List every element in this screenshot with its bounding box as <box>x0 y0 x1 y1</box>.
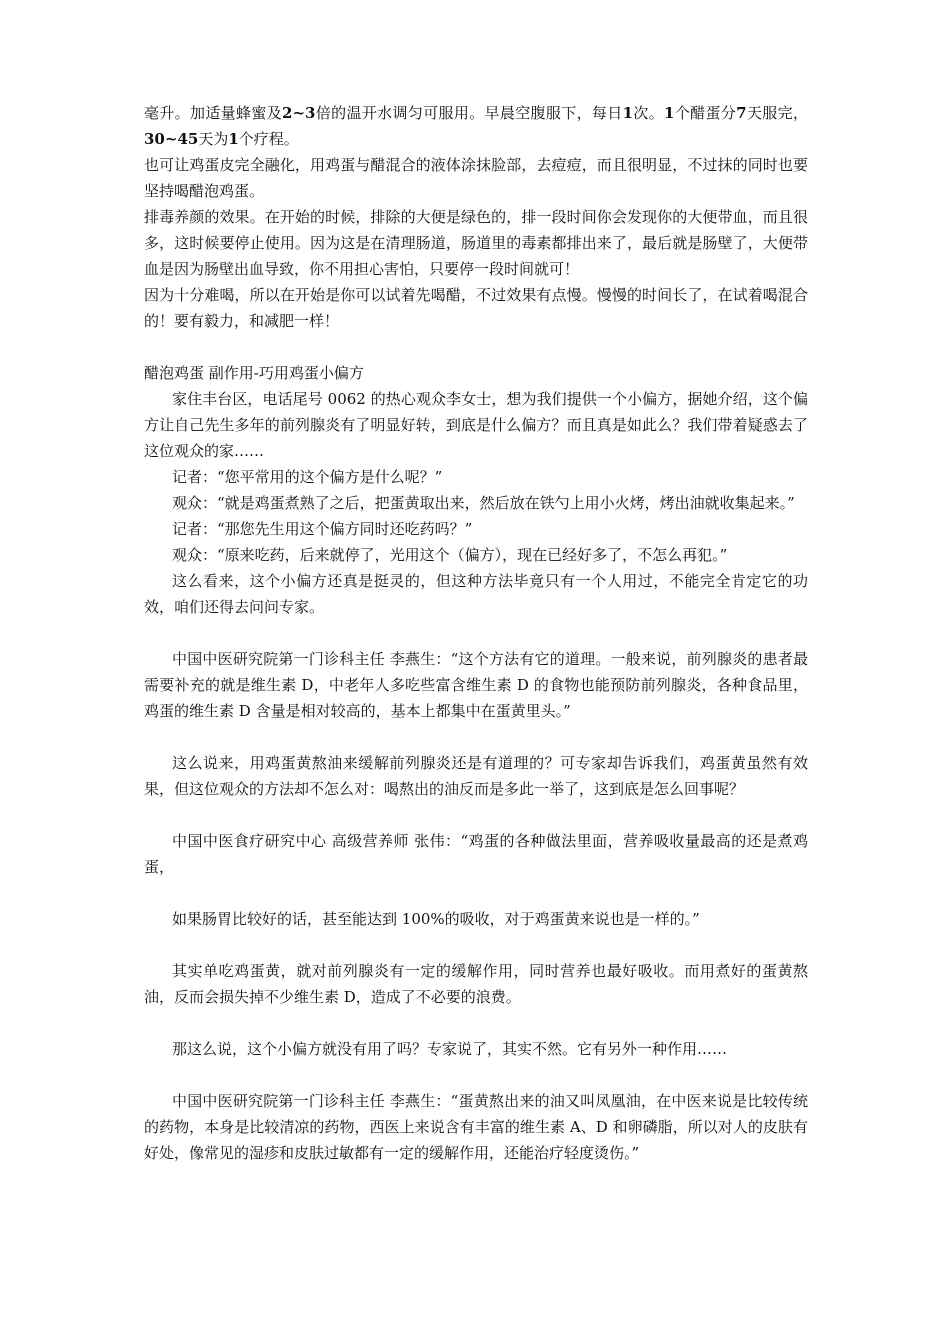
text-run: 毫升。加适量蜂蜜及 <box>144 104 283 122</box>
paragraph-detox-effect: 排毒养颜的效果。在开始的时候，排除的大便是绿色的，排一段时间你会发现你的大便带血，而且很多，这时候要停止使用。因为这是在清理肠道，肠道里的毒素都排出来了，最后就是肠壁了，大便带血是因为肠壁出血导致，你不用担心害怕，只要停一段时间就可！ <box>144 208 808 278</box>
paragraph-skin-use: 也可让鸡蛋皮完全融化，用鸡蛋与醋混合的液体涂抹脸部，去痘痘，而且很明显，不过抹的同时也要坚持喝醋泡鸡蛋。 <box>144 156 808 200</box>
paragraph-expert-zhang-cont: 如果肠胃比较好的话，甚至能达到 100%的吸收，对于鸡蛋黄来说也是一样的。” <box>172 910 700 928</box>
spacer <box>144 932 808 958</box>
text-run-bold: 1 <box>622 104 634 122</box>
paragraph-dialogue-reporter-2: 记者：“那您先生用这个偏方同时还吃药吗？” <box>172 520 473 538</box>
text-run: 倍的温开水调匀可服用。早晨空腹服下，每日 <box>315 104 623 122</box>
text-run: 次。 <box>633 104 665 122</box>
text-run-bold: 30~45 <box>144 130 199 148</box>
section-heading: 醋泡鸡蛋 副作用-巧用鸡蛋小偏方 <box>144 364 364 382</box>
paragraph-expert-li-2: 中国中医研究院第一门诊科主任 李燕生：“蛋黄熬出来的油又叫凤凰油，在中医来说是比较传统的药物，本身是比较清凉的药物，西医上来说含有丰富的维生素 A、D 和卵磷脂，所以对人的皮肤有好处，像常见的湿疹和皮肤过敏都有一定的缓解作用，还能治疗轻度烫伤。” <box>144 1092 808 1162</box>
text-run-bold: 2~3 <box>282 104 316 122</box>
text-run: 天为 <box>198 130 229 148</box>
spacer <box>144 724 808 750</box>
paragraph-expert-li-1: 中国中医研究院第一门诊科主任 李燕生：“这个方法有它的道理。一般来说，前列腺炎的患者最需要补充的就是维生素 D，中老年人多吃些富含维生素 D 的食物也能预防前列腺炎，各种食品里，鸡蛋的维生素 D 含量是相对较高的，基本上都集中在蛋黄里头。” <box>144 650 808 720</box>
spacer <box>144 1062 808 1088</box>
paragraph-intro: 家住丰台区，电话尾号 0062 的热心观众李女士，想为我们提供一个小偏方，据她介绍，这个偏方让自己先生多年的前列腺炎有了明显好转，到底是什么偏方？而且真是如此么？我们带着疑惑去了这位观众的家…… <box>144 390 808 460</box>
paragraph-perseverance: 因为十分难喝，所以在开始是你可以试着先喝醋，不过效果有点慢。慢慢的时间长了，在试着喝混合的！要有毅力，和减肥一样！ <box>144 286 808 330</box>
spacer <box>144 880 808 906</box>
spacer <box>144 1010 808 1036</box>
paragraph-dosage <box>144 100 808 152</box>
text-run: 天服完， <box>746 104 808 122</box>
paragraph-conclusion: 其实单吃鸡蛋黄，就对前列腺炎有一定的缓解作用，同时营养也最好吸收。而用煮好的蛋黄熬油，反而会损失掉不少维生素 D，造成了不必要的浪费。 <box>144 962 808 1006</box>
text-run: 个醋蛋分 <box>674 104 737 122</box>
paragraph-dialogue-viewer-2: 观众：“原来吃药，后来就停了，光用这个（偏方），现在已经好多了，不怎么再犯。” <box>172 546 728 564</box>
text-run-bold: 1 <box>664 104 675 122</box>
paragraph-dialogue-viewer-1: 观众：“就是鸡蛋煮熟了之后，把蛋黄取出来，然后放在铁勺上用小火烤，烤出油就收集起来。” <box>172 494 795 512</box>
text-run-bold: 1 <box>228 130 239 148</box>
spacer <box>144 334 808 360</box>
spacer <box>144 802 808 828</box>
paragraph-dialogue-reporter-1: 记者：“您平常用的这个偏方是什么呢？” <box>172 468 443 486</box>
paragraph-question: 这么说来，用鸡蛋黄熬油来缓解前列腺炎还是有道理的？可专家却告诉我们，鸡蛋黄虽然有效果，但这位观众的方法却不怎么对：喝熬出的油反而是多此一举了，这到底是怎么回事呢？ <box>144 754 808 798</box>
paragraph-expert-zhang: 中国中医食疗研究中心 高级营养师 张伟：“鸡蛋的各种做法里面，营养吸收量最高的还是煮鸡蛋， <box>144 832 808 876</box>
paragraph-another-use: 那这么说，这个小偏方就没有用了吗？专家说了，其实不然。它有另外一种作用…… <box>172 1040 728 1058</box>
text-run-bold: 7 <box>736 104 747 122</box>
text-run: 个疗程。 <box>238 130 299 148</box>
document-page <box>144 100 808 1166</box>
spacer <box>144 620 808 646</box>
paragraph-ask-expert: 这么看来，这个小偏方还真是挺灵的，但这种方法毕竟只有一个人用过，不能完全肯定它的功效，咱们还得去问问专家。 <box>144 572 808 616</box>
